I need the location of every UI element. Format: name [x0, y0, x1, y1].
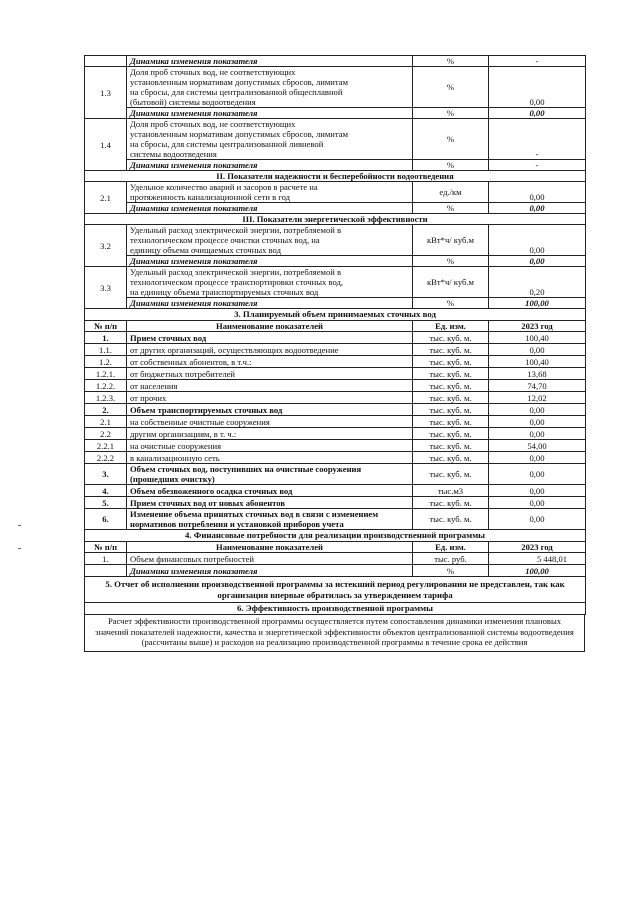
indicator-name-line: Доля проб сточных вод, не соответствующих	[130, 119, 296, 129]
row-name: другим организациям, в т. ч.:	[127, 428, 413, 440]
indicator-name-line: установленным нормативам допустимых сбросов, лимитам	[130, 129, 349, 139]
dynamics-value: -	[489, 56, 586, 67]
indicator-value: 0,20	[489, 267, 586, 298]
table-row	[85, 509, 586, 530]
indicator-row	[85, 67, 586, 108]
row-num: 2.1	[85, 416, 127, 428]
row-name: от бюджетных потребителей	[127, 368, 413, 380]
row-unit: тыс. куб. м.	[413, 404, 489, 416]
dynamics-label: Динамика изменения показателя	[127, 160, 413, 171]
indicator-unit: %	[413, 119, 489, 160]
row-num: 1.2.2.	[85, 380, 127, 392]
dynamics-value: 0,00	[489, 203, 586, 214]
row-name: от прочих	[127, 392, 413, 404]
wastewater-volume-table	[84, 309, 586, 530]
row-value: 0,00	[489, 416, 586, 428]
row-name: Объем обезвоженного осадка сточных вод	[127, 485, 413, 497]
indicator-row	[85, 225, 586, 256]
row-value: 13,68	[489, 368, 586, 380]
row-unit: тыс. куб. м.	[413, 356, 489, 368]
section-ii-row	[85, 171, 586, 182]
table-row	[85, 368, 586, 380]
dynamics-unit: %	[413, 565, 489, 577]
dynamics-value: 0,00	[489, 108, 586, 119]
dynamics-label: Динамика изменения показателя	[127, 298, 413, 309]
row-unit: тыс. куб. м.	[413, 497, 489, 509]
dynamics-label: Динамика изменения показателя	[127, 56, 413, 67]
dynamics-label: Динамика изменения показателя	[127, 108, 413, 119]
table-row	[85, 428, 586, 440]
dynamics-value: 0,00	[489, 256, 586, 267]
indicator-name-line: Удельное количество аварий и засоров в расчете на	[130, 182, 318, 192]
dynamics-row	[85, 108, 586, 119]
row-unit: тыс. куб. м.	[413, 452, 489, 464]
row-unit: тыс. куб. м.	[413, 392, 489, 404]
indicator-row	[85, 119, 586, 160]
dynamics-row	[85, 56, 586, 67]
dynamics-num	[85, 56, 127, 67]
section-5-title: 5. Отчет об исполнении производственной программы за истекший период регулирования не представлен, так как организация впервые обратилась за утверждением тарифа	[85, 577, 586, 603]
row-num: 1.2.3.	[85, 392, 127, 404]
table-row	[85, 553, 586, 565]
indicator-name-line: системы водоотведения	[130, 149, 217, 159]
row-value: 0,00	[489, 485, 586, 497]
indicator-name-line: технологическом процессе очистки сточных вод, на	[130, 235, 320, 245]
row-value: 100,40	[489, 356, 586, 368]
table-row	[85, 464, 586, 485]
indicator-name-line: (бытовой) системы водоотведения	[130, 97, 256, 107]
row-num: 1.	[85, 553, 127, 565]
indicator-row	[85, 182, 586, 203]
row-unit: тыс. куб. м.	[413, 368, 489, 380]
row-num: 2.	[85, 404, 127, 416]
row-unit: тыс. куб. м.	[413, 464, 489, 485]
dynamics-value: -	[489, 160, 586, 171]
row-unit: тыс. куб. м.	[413, 416, 489, 428]
row-value: 0,00	[489, 344, 586, 356]
indicator-name-line: Удельный расход электрической энергии, потребляемой в	[130, 267, 342, 277]
row-value: 0,00	[489, 497, 586, 509]
row-num: 1.2.1.	[85, 368, 127, 380]
row-name: на очистные сооружения	[127, 440, 413, 452]
indicator-name-line: технологическом процессе транспортировки сточных вод,	[130, 277, 344, 287]
section-3-title: 3. Планируемый объем принимаемых сточных вод	[85, 309, 586, 321]
row-value: 0,00	[489, 509, 586, 530]
dynamics-value: 100,00	[489, 565, 586, 577]
row-name: Объем финансовых потребностей	[127, 553, 413, 565]
indicator-name-line: на сбросы, для системы централизованной общесплавной	[130, 87, 343, 97]
indicator-name-line: Доля проб сточных вод, не соответствующих	[130, 67, 296, 77]
indicator-num: 2.1	[85, 182, 127, 214]
row-value: 54,00	[489, 440, 586, 452]
indicator-name	[127, 67, 413, 108]
row-name: от населения	[127, 380, 413, 392]
dynamics-unit: %	[413, 160, 489, 171]
section-4-title: 4. Финансовые потребности для реализации производственной программы	[85, 530, 586, 542]
indicator-value: -	[489, 119, 586, 160]
row-name: Объем транспортируемых сточных вод	[127, 404, 413, 416]
dynamics-row	[85, 160, 586, 171]
row-num: 3.	[85, 464, 127, 485]
row-value: 0,00	[489, 464, 586, 485]
dynamics-row	[85, 298, 586, 309]
section-iii-title: III. Показатели энергетической эффективности	[85, 214, 586, 225]
indicator-row	[85, 267, 586, 298]
dynamics-label: Динамика изменения показателя	[127, 256, 413, 267]
row-name: Изменение объема принятых сточных вод в связи с изменением нормативов потребления и установкой приборов учета	[127, 509, 413, 530]
table-row	[85, 416, 586, 428]
table-row	[85, 392, 586, 404]
indicator-value: 0,00	[489, 67, 586, 108]
indicator-name	[127, 267, 413, 298]
indicator-unit: кВт*ч/ куб.м	[413, 267, 489, 298]
indicator-name-line: протяженность канализационной сети в год	[130, 192, 291, 202]
row-value: 0,00	[489, 428, 586, 440]
table-row	[85, 497, 586, 509]
row-value: 0,00	[489, 452, 586, 464]
indicator-value: 0,00	[489, 182, 586, 203]
indicator-name-line: на сбросы, для системы централизованной ливневой	[130, 139, 324, 149]
row-num: 1.1.	[85, 344, 127, 356]
table-row	[85, 356, 586, 368]
section-iii-row	[85, 214, 586, 225]
indicator-num: 1.3	[85, 67, 127, 119]
table-row	[85, 344, 586, 356]
indicator-unit: ед./км	[413, 182, 489, 203]
indicator-name-line: единицу объема очищаемых сточных вод	[130, 245, 281, 255]
indicator-name-line: на единицу объема транспортируемых сточных вод	[130, 287, 319, 297]
indicator-value: 0,00	[489, 225, 586, 256]
table-row	[85, 332, 586, 344]
row-name: Объем сточных вод, поступивших на очистные сооружения (прошедших очистку)	[127, 464, 413, 485]
row-unit: тыс. руб.	[413, 553, 489, 565]
row-name: в канализационную сеть	[127, 452, 413, 464]
dynamics-unit: %	[413, 203, 489, 214]
row-unit: тыс.м3	[413, 485, 489, 497]
section-6-text: Расчет эффективности производственной программы осуществляется путем сопоставления динамики изменения плановых значений показателей надежности, качества и энергетической эффективности объектов централизованной системы водоотведения (рассчитаны выше) и расходов на реализацию производственной программы в течение срока ее действия	[84, 615, 585, 652]
table-row	[85, 380, 586, 392]
row-unit: тыс. куб. м.	[413, 428, 489, 440]
col-num-header: № п/п	[85, 321, 127, 332]
indicator-num: 1.4	[85, 119, 127, 171]
row-num: 4.	[85, 485, 127, 497]
indicators-table	[84, 55, 586, 309]
row-unit: тыс. куб. м.	[413, 344, 489, 356]
row-num: 1.	[85, 332, 127, 344]
row-value: 74,70	[489, 380, 586, 392]
row-unit: тыс. куб. м.	[413, 380, 489, 392]
row-value: 5 448,01	[489, 553, 586, 565]
scan-mark	[18, 548, 21, 549]
row-value: 100,40	[489, 332, 586, 344]
row-unit: тыс. куб. м.	[413, 440, 489, 452]
indicator-unit: %	[413, 67, 489, 108]
section-6-title: 6. Эффективность производственной программы	[85, 603, 586, 615]
table-row	[85, 440, 586, 452]
financial-needs-table	[84, 530, 586, 615]
dynamics-row	[85, 256, 586, 267]
table-row	[85, 485, 586, 497]
document-page	[84, 55, 585, 652]
indicator-name	[127, 182, 413, 203]
row-name: от других организаций, осуществляющих водоотведение	[127, 344, 413, 356]
col-name-header: Наименование показателей	[127, 321, 413, 332]
col-name-header: Наименование показателей	[127, 542, 413, 553]
indicator-name	[127, 119, 413, 160]
indicator-name-line: Удельный расход электрической энергии, потребляемой в	[130, 225, 342, 235]
dynamics-value: 100,00	[489, 298, 586, 309]
table-row	[85, 404, 586, 416]
dynamics-unit: %	[413, 298, 489, 309]
dynamics-unit: %	[413, 256, 489, 267]
dynamics-unit: %	[413, 56, 489, 67]
dynamics-label: Динамика изменения показателя	[127, 203, 413, 214]
row-name: от собственных абонентов, в т.ч.:	[127, 356, 413, 368]
section-ii-title: II. Показатели надежности и бесперебойности водоотведения	[85, 171, 586, 182]
table-row	[85, 452, 586, 464]
indicator-name-line: установленным нормативам допустимых сбросов, лимитам	[130, 77, 349, 87]
dynamics-row	[85, 565, 586, 577]
col-year-header: 2023 год	[489, 321, 586, 332]
row-num: 6.	[85, 509, 127, 530]
indicator-num: 3.2	[85, 225, 127, 267]
row-num: 1.2.	[85, 356, 127, 368]
dynamics-unit: %	[413, 108, 489, 119]
col-unit-header: Ед. изм.	[413, 542, 489, 553]
row-name: Прием сточных вод	[127, 332, 413, 344]
col-year-header: 2023 год	[489, 542, 586, 553]
row-name: на собственные очистные сооружения	[127, 416, 413, 428]
dynamics-row	[85, 203, 586, 214]
row-name: Прием сточных вод от новых абонентов	[127, 497, 413, 509]
row-num: 5.	[85, 497, 127, 509]
row-value: 12,02	[489, 392, 586, 404]
indicator-name	[127, 225, 413, 256]
row-unit: тыс. куб. м.	[413, 509, 489, 530]
row-num: 2.2	[85, 428, 127, 440]
indicator-num: 3.3	[85, 267, 127, 309]
row-num: 2.2.1	[85, 440, 127, 452]
col-num-header: № п/п	[85, 542, 127, 553]
row-unit: тыс. куб. м.	[413, 332, 489, 344]
indicator-unit: кВт*ч/ куб.м	[413, 225, 489, 256]
dynamics-label: Динамика изменения показателя	[127, 565, 413, 577]
col-unit-header: Ед. изм.	[413, 321, 489, 332]
scan-mark	[18, 525, 21, 526]
row-value: 0,00	[489, 404, 586, 416]
row-num: 2.2.2	[85, 452, 127, 464]
